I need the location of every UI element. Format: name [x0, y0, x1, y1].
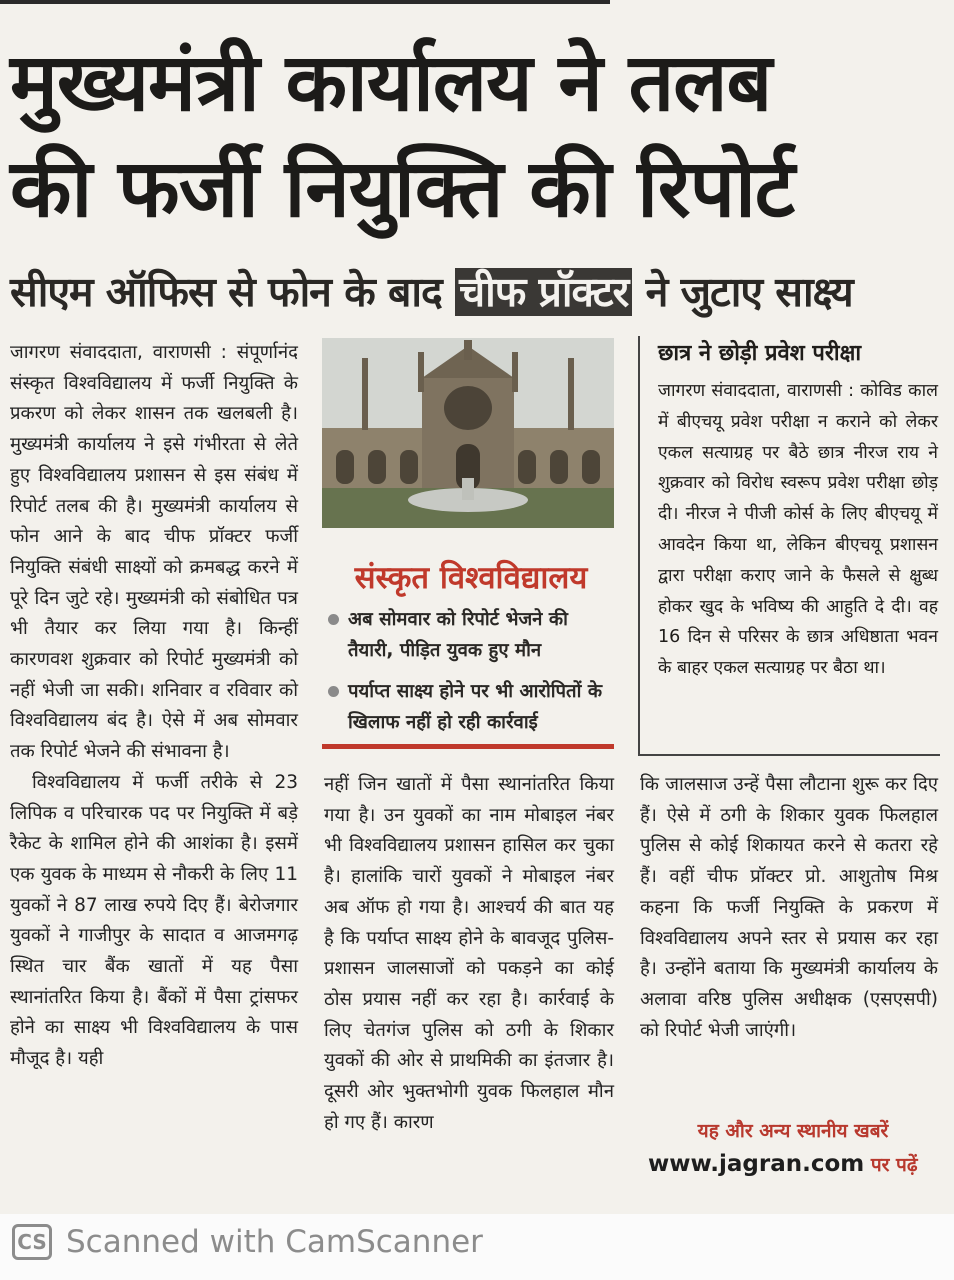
highlight-bullet-text: अब सोमवार को रिपोर्ट भेजने की तैयारी, पीड़ित युवक हुए मौन: [348, 609, 568, 661]
camscanner-logo-icon: CS: [12, 1224, 52, 1260]
bullet-dot-icon: [328, 686, 339, 697]
article-paragraph-1: जागरण संवाददाता, वाराणसी : संपूर्णानंद संस्कृत विश्वविद्यालय में फर्जी नियुक्ति के प्रकरण को लेकर शासन तक खलबली है। मुख्यमंत्री कार्यालय ने इसे गंभीरता से लेते हुए विश्वविद्यालय प्रशासन से इस संबंध में रिपोर्ट तलब की है। मुख्यमंत्री कार्यालय से फोन आने के बाद चीफ प्रॉक्टर फर्जी नियुक्ति संबंधी साक्ष्यों को क्रमबद्ध करने में पूरे दिन जुटे रहे। मुख्यमंत्री को संबोधित पत्र भी तैयार कर लिया गया है। किन्हीं कारणवश शुक्रवार को रिपोर्ट मुख्यमंत्री को नहीं भेजी जा सकी। शनिवार व रविवार को विश्वविद्यालय बंद है। ऐसे में अब सोमवार तक रिपोर्ट भेजने की संभावना है।: [10, 342, 298, 763]
headline: [10, 30, 930, 242]
scanner-watermark-text: Scanned with CamScanner: [66, 1224, 483, 1260]
top-rule: [0, 0, 610, 4]
highlight-bullet-text: पर्याप्त साक्ष्य होने पर भी आरोपितों के खिलाफ नहीं हो रही कार्रवाई: [348, 681, 603, 733]
sidebar-paragraph: जागरण संवाददाता, वाराणसी : कोविड काल में बीएचयू प्रवेश परीक्षा न कराने को लेकर एकल सत्याग्रह पर बैठे छात्र नीरज राय ने शुक्रवार को विरोध स्वरूप प्रवेश परीक्षा छोड़ दी। नीरज ने पीजी कोर्स के लिए बीएचयू में आवदेन किया था, लेकिन बीएचयू प्रशासन द्वारा परीक्षा कराए जाने के फैसले से क्षुब्ध होकर खुद के भविष्य की आहुति दे दी। वह 16 दिन से परिसर के छात्र अधिष्ठाता भवन के बाहर एकल सत्याग्रह पर बैठा था।: [658, 381, 938, 679]
bullet-dot-icon: [328, 614, 339, 625]
article-paragraph-3: नहीं जिन खातों में पैसा स्थानांतरित किया गया है। उन युवकों का नाम मोबाइल नंबर भी विश्वविद्यालय प्रशासन हासिल कर चुका है। हालांकि चारों युवकों ने मोबाइल नंबर अब ऑफ हो गया है। आश्चर्य की बात यह है कि पर्याप्त साक्ष्य होने के बावजूद पुलिस- प्रशासन जालसाजों को पकड़ने का कोई ठोस प्रयास नहीं कर रहा है। कार्रवाई के लिए चेतगंज पुलिस को ठगी के शिकार युवकों की ओर से प्राथमिकी का इंतजार है। दूसरी ओर भुक्तभोगी युवक फिलहाल मौन हो गए हैं। कारण: [324, 774, 614, 1133]
promo-url-row: [648, 1146, 938, 1183]
article-column-2: [324, 770, 614, 1190]
highlight-bullets: [326, 604, 616, 748]
promo-url-link[interactable]: www.jagran.com: [648, 1151, 865, 1177]
university-building-photo: [322, 338, 614, 528]
article-paragraph-2: विश्वविद्यालय में फर्जी तरीके से 23 लिपिक व परिचारक पद पर नियुक्ति में बड़े रैकेट के शामिल होने की आशंका है। इसमें एक युवक के माध्यम से नौकरी के लिए 11 युवकों ने 87 लाख रुपये दिए हैं। बेरोजगार युवकों ने गाजीपुर के सादात व आजमगढ़ स्थित चार बैंक खातों में यह पैसा स्थानांतरित किया है। बैंकों में पैसा ट्रांसफर होने का साक्ष्य भी विश्वविद्यालय के पास मौजूद है। यही: [10, 771, 298, 1070]
subheadline-highlight: चीफ प्रॉक्टर: [455, 268, 632, 316]
promo-label: यह और अन्य स्थानीय खबरें: [697, 1120, 889, 1142]
subheadline-part-2: ने जुटाए साक्ष्य: [632, 268, 853, 316]
promo-footer: [648, 1116, 938, 1183]
highlight-bullet: [326, 604, 616, 666]
article-column-1: [10, 338, 298, 1198]
subheadline: [10, 262, 940, 322]
promo-suffix: पर पढ़ें: [864, 1154, 918, 1176]
sidebar-story: [638, 336, 940, 756]
headline-line-2: की फर्जी नियुक्ति की रिपोर्ट: [10, 142, 795, 235]
highlight-box-title: संस्कृत विश्वविद्यालय: [354, 560, 588, 596]
headline-line-1: मुख्यमंत्री कार्यालय ने तलब: [10, 36, 772, 129]
article-column-3: [640, 770, 938, 1110]
red-divider: [322, 744, 614, 749]
sidebar-title: छात्र ने छोड़ी प्रवेश परीक्षा: [658, 341, 862, 366]
highlight-bullet: [326, 676, 616, 738]
subheadline-part-1: सीएम ऑफिस से फोन के बाद: [10, 268, 456, 316]
building-illustration-icon: [322, 338, 614, 528]
sidebar-body: [658, 376, 938, 684]
article-paragraph-4: कि जालसाज उन्हें पैसा लौटाना शुरू कर दिए हैं। ऐसे में ठगी के शिकार युवक फिलहाल पुलिस से कोई शिकायत करने से कतरा रहे हैं। वहीं चीफ प्रॉक्टर प्रो. आशुतोष मिश्र कहना कि फर्जी नियुक्ति के प्रकरण में विश्वविद्यालय अपने स्तर से प्रयास कर रहा है। उन्होंने बताया कि मुख्यमंत्री कार्यालय के अलावा वरिष्ठ पुलिस अधीक्षक (एसएसपी) को रिपोर्ट भेजी जाएंगी।: [640, 774, 938, 1041]
